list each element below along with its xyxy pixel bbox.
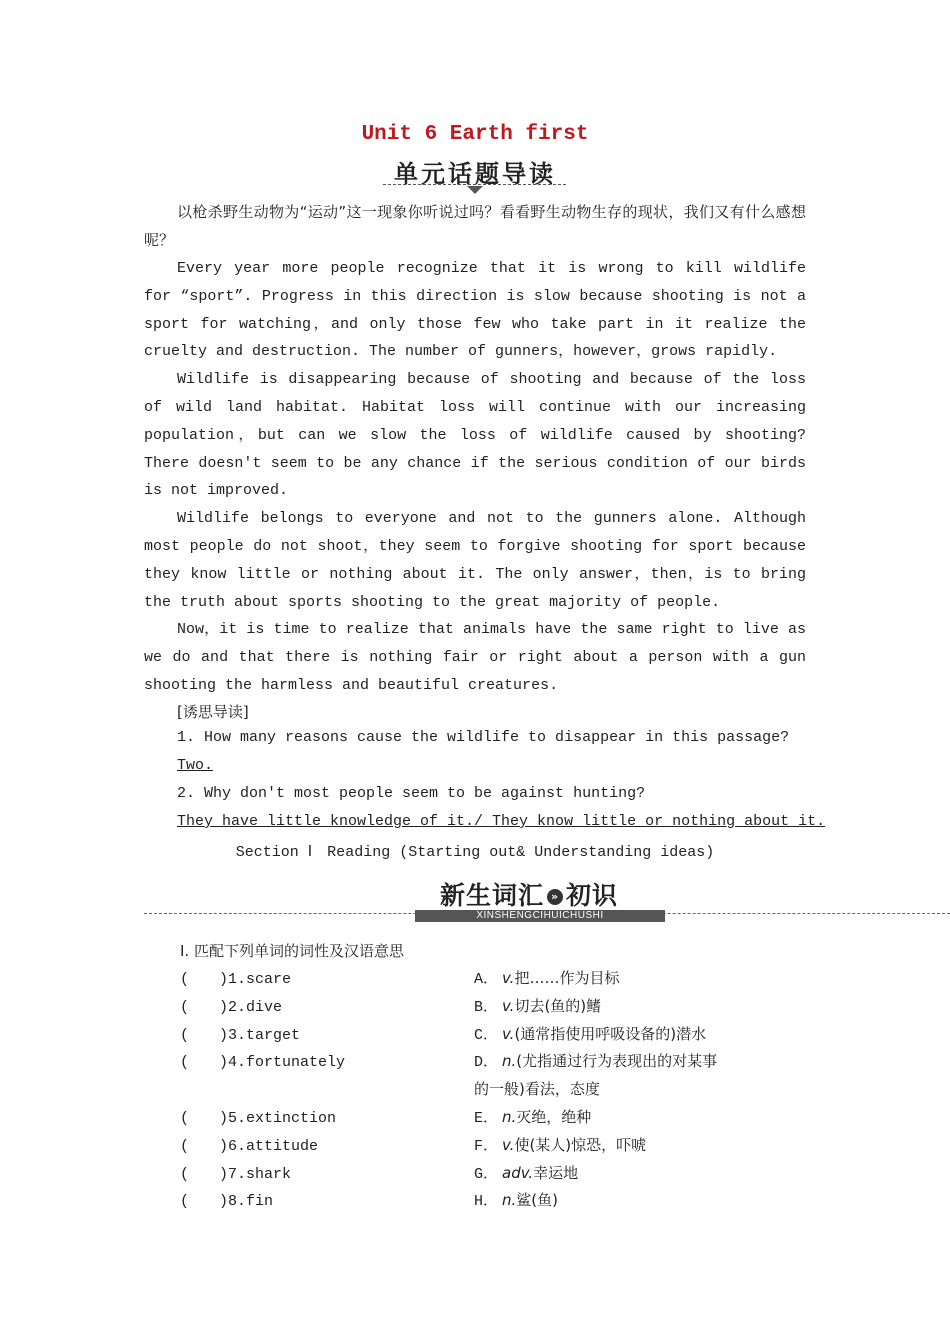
vocab-banner [440, 876, 618, 912]
passage-paragraph-4: Now，it is time to realize that animals have the same right to live as we do and that there is nothing fair or right about a person with a gun shooting the harmless and beautiful creatures. [144, 621, 806, 694]
exercise-word: ( )8.fin [180, 1193, 274, 1211]
exercise-row [180, 995, 820, 1023]
passage-paragraph-2: Wildlife is disappearing because of shooting and because of the loss of wild land habitat. Habitat loss will continue with our increasing population，but can we slow the loss of wildlife caused by shooting? There doesn't seem to be any chance if the serious condition of our birds is not improved. [144, 371, 806, 500]
vocab-banner-pinyin: XINSHENGCIHUICHUSHI [415, 910, 665, 922]
double-chevron-icon: » [547, 889, 563, 905]
exercise-row [180, 1050, 820, 1078]
exercise-meaning: G． adv.幸运地 [474, 1163, 579, 1183]
vocab-banner-left: 新生词汇 [440, 881, 545, 910]
exercise-row [180, 967, 820, 995]
exercise-title: Ⅰ. 匹配下列单词的词性及汉语意思 [180, 942, 404, 960]
exercise-word: ( )1.scare [180, 971, 292, 988]
exercise-word: ( )4.fortunately [180, 1054, 346, 1072]
unit-title: Unit 6 Earth first [361, 123, 589, 146]
exercise-word: ( )5.extinction [180, 1110, 337, 1127]
intro-question-text: 以枪杀野生动物为“运动”这一现象你听说过吗？看看野生动物生存的现状，我们又有什么感想呢？ [144, 203, 806, 249]
passage-paragraph-1: Every year more people recognize that it is wrong to kill wildlife for “sport”. Progress in this direction is slow because shooting is not a sport for watching，and only those few who take part in it realize the cruelty and destruction. The number of gunners，however，grows rapidly. [144, 260, 806, 361]
exercise-row [180, 1189, 820, 1217]
passage-paragraph-3: Wildlife belongs to everyone and not to the gunners alone. Although most people do not shoot，they seem to forgive shooting for sport because they know little or nothing about it. The only answer，then，is to bring the truth about sports shooting to the great majority of people. [144, 510, 806, 611]
guide-question-2: 2. Why don't most people seem to be against hunting? [177, 785, 646, 802]
passage [144, 255, 806, 700]
exercise-meaning: E． n.灭绝，绝种 [474, 1108, 592, 1127]
guide-answer-1: Two. [177, 757, 214, 774]
exercise-meaning: D． n.(尤指通过行为表现出的对某事 [474, 1052, 718, 1072]
exercise-meaning: H． n.鲨(鱼) [474, 1191, 559, 1211]
exercise-row [180, 1134, 820, 1162]
exercise-row [180, 1078, 820, 1106]
topic-banner: 单元话题导读 [394, 160, 556, 188]
exercise-row [180, 1162, 820, 1190]
exercise-word: ( )3.target [180, 1026, 301, 1044]
exercise-word: ( )2.dive [180, 998, 283, 1016]
exercise-word: ( )6.attitude [180, 1137, 319, 1155]
exercise-meaning: F． v.使(某人)惊恐，吓唬 [474, 1135, 647, 1155]
banner-arrow-icon [467, 186, 483, 194]
section-heading: Section Ⅰ Reading (Starting out& Understanding ideas) [235, 844, 715, 861]
exercise-meaning: A． v.把……作为目标 [474, 969, 620, 988]
exercise-row [180, 1023, 820, 1051]
guide-question-1: 1. How many reasons cause the wildlife to disappear in this passage? [177, 729, 790, 746]
intro-question [144, 199, 806, 255]
exercise-meaning: 的一般)看法，态度 [474, 1080, 600, 1099]
banner-divider [383, 184, 566, 185]
exercise-meaning: B． v.切去(鱼的)鳍 [474, 996, 602, 1016]
guide-answer-2: They have little knowledge of it./ They know little or nothing about it. [177, 813, 826, 830]
exercise-word: ( )7.shark [180, 1165, 292, 1183]
vocab-banner-right: 初识 [566, 881, 619, 910]
exercise-row [180, 1106, 820, 1134]
exercise-meaning: C． v.(通常指使用呼吸设备的)潜水 [474, 1024, 707, 1044]
guide-label: [诱思导读] [177, 703, 249, 721]
